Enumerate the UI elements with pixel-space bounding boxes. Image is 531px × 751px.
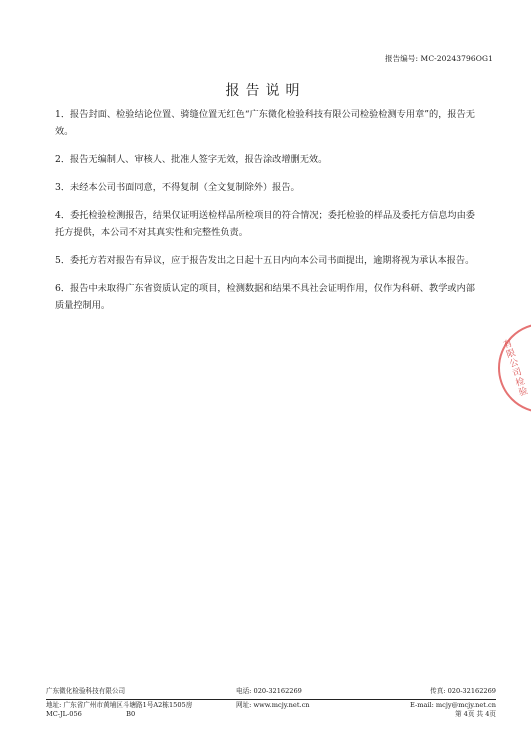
- footer-phone: 电话: 020-32162269: [236, 687, 302, 695]
- notes-list: [55, 106, 475, 325]
- page-title: 报告说明: [225, 83, 306, 99]
- note-item-4: 4．委托检验检测报告，结果仅证明送检样品所检项目的符合情况；委托检验的样品及委托方信息均由委托方提供，本公司不对其真实性和完整性负责。: [55, 210, 475, 238]
- footer-website: 网址: www.mcjy.net.cn: [236, 700, 310, 709]
- footer-company: 广东微化检验科技有限公司: [46, 687, 126, 695]
- footer-doc-code: [46, 710, 236, 720]
- note-item-6: 6．报告中未取得广东省资质认定的项目，检测数据和结果不具社会证明作用，仅作为科研、教学或内部质量控制用。: [55, 283, 475, 311]
- note-item-2: 2．报告无编制人、审核人、批准人签字无效，报告涂改增删无效。: [55, 154, 328, 165]
- report-number: 报告编号: MC-20243796OG1: [385, 54, 493, 63]
- seal-text: 有限公司检验: [499, 338, 529, 399]
- note-item-1: 1．报告封面、检验结论位置、骑缝位置无红色“广东微化检验科技有限公司检验检测专用章”的，报告无效。: [55, 109, 475, 137]
- footer-address: 地址: 广东省广州市黄埔区斗塘路1号A2栋1505房: [46, 700, 193, 709]
- footer-doc-code-text: MC-JL-056: [46, 710, 82, 718]
- note-item-3: 3．未经本公司书面同意，不得复制（全文复制除外）报告。: [55, 182, 300, 193]
- footer-divider: [46, 699, 496, 700]
- footer-email: E-mail: mcjy@mcjy.net.cn: [410, 700, 496, 709]
- footer-version: B0: [126, 710, 136, 718]
- footer-fax: 传真: 020-32162269: [430, 687, 496, 695]
- page-footer: [46, 687, 496, 720]
- note-item-5: 5．委托方若对报告有异议，应于报告发出之日起十五日内向本公司书面提出，逾期将视为承认本报告。: [55, 255, 475, 266]
- footer-page-number: 第 4页 共 4页: [454, 710, 496, 718]
